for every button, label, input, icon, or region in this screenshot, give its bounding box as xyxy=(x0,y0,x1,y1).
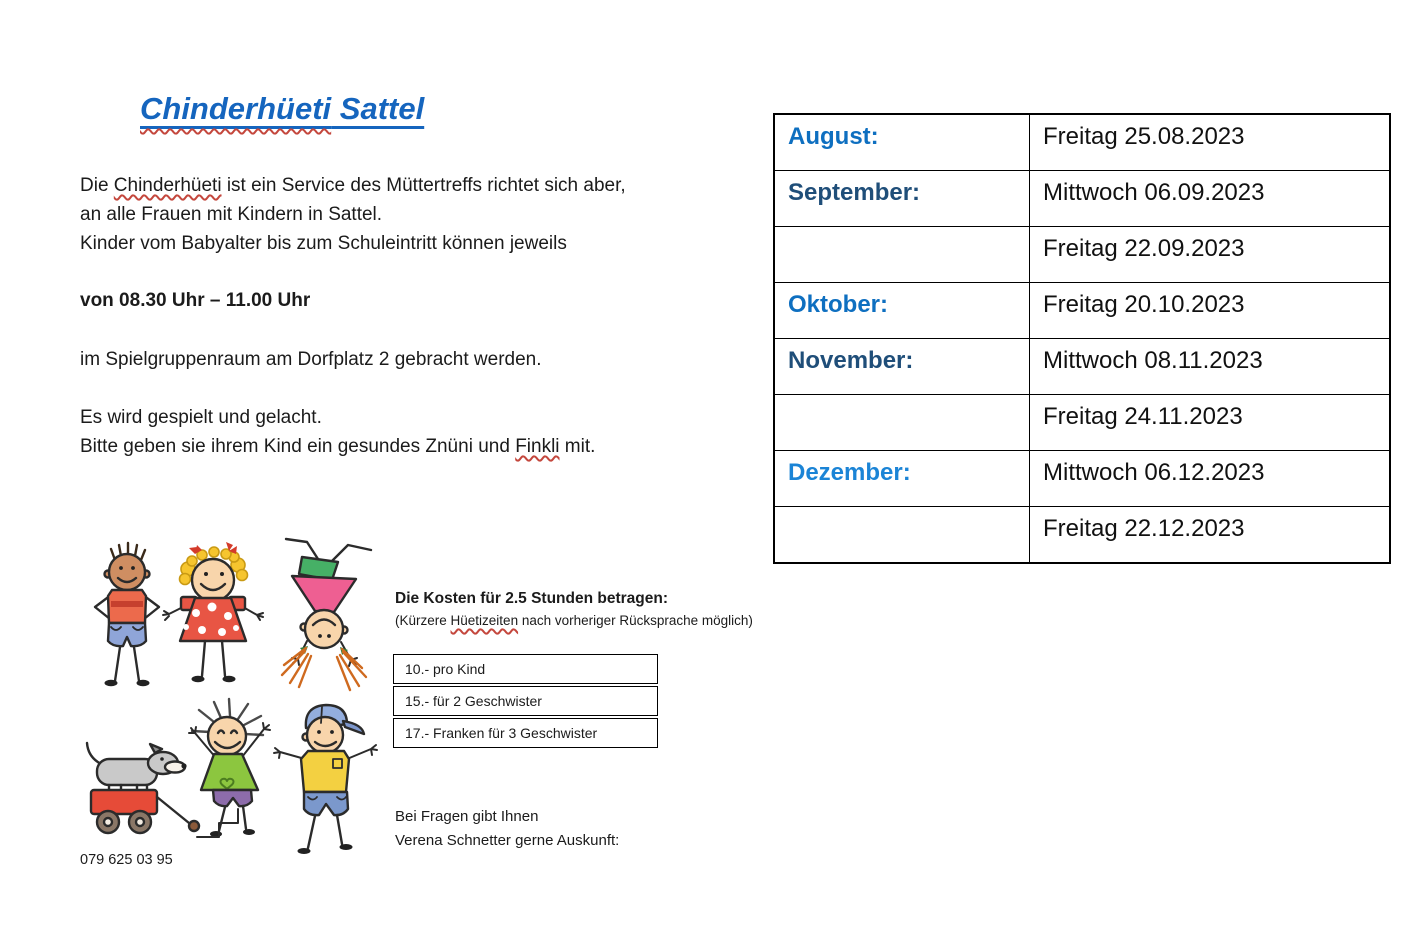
hours-line: von 08.30 Uhr – 11.00 Uhr xyxy=(80,290,311,311)
price-row-1: 10.- pro Kind xyxy=(393,654,658,684)
schedule-month: Oktober: xyxy=(774,283,1030,339)
contact-line2: Verena Schnetter gerne Auskunft: xyxy=(395,832,620,849)
fun-line2-post: mit. xyxy=(559,436,596,457)
schedule-month: November: xyxy=(774,339,1030,395)
schedule-month: September: xyxy=(774,171,1030,227)
costs-note xyxy=(395,613,753,628)
costs-heading: Die Kosten für 2.5 Stunden betragen: xyxy=(395,590,669,607)
schedule-month: August: xyxy=(774,114,1030,171)
intro-line2: an alle Frauen mit Kindern in Sattel. xyxy=(80,204,383,225)
intro-line1-post: ist ein Service des Müttertreffs richtet sich aber, xyxy=(221,175,626,196)
page-title xyxy=(140,91,424,127)
schedule-month xyxy=(774,395,1030,451)
schedule-date: Mittwoch 08.11.2023 xyxy=(1030,339,1391,395)
price-row-2: 15.- für 2 Geschwister xyxy=(393,686,658,716)
table-row xyxy=(774,451,1390,507)
table-row xyxy=(774,227,1390,283)
schedule-date: Mittwoch 06.12.2023 xyxy=(1030,451,1391,507)
schedule-date: Freitag 25.08.2023 xyxy=(1030,114,1391,171)
phone-number: 079 625 03 95 xyxy=(80,852,173,868)
price-row-3: 17.- Franken für 3 Geschwister xyxy=(393,718,658,748)
schedule-date: Freitag 22.09.2023 xyxy=(1030,227,1391,283)
fun-paragraph xyxy=(80,403,720,461)
illustration-girl-polka-dress xyxy=(163,542,263,682)
table-row xyxy=(774,507,1390,564)
illustration-boy-cap xyxy=(274,705,377,854)
page-title-underline xyxy=(140,91,424,126)
contact-line1: Bei Fragen gibt Ihnen xyxy=(395,808,539,825)
table-row xyxy=(774,395,1390,451)
room-line: im Spielgruppenraum am Dorfplatz 2 gebracht werden. xyxy=(80,349,542,370)
fun-line2-pre: Bitte geben sie ihrem Kind ein gesundes Znüni und xyxy=(80,436,516,457)
page-title-word1: Chinderhüeti xyxy=(140,90,332,126)
intro-line3: Kinder vom Babyalter bis zum Schuleintritt können jeweils xyxy=(80,233,567,254)
schedule-date: Mittwoch 06.09.2023 xyxy=(1030,171,1391,227)
fun-line2-misspelled: Finkli xyxy=(515,436,560,457)
schedule-date: Freitag 20.10.2023 xyxy=(1030,283,1391,339)
contact-block xyxy=(395,805,619,853)
table-row xyxy=(774,171,1390,227)
costs-note-misspelled: Hüetizeiten xyxy=(450,613,519,628)
schedule-date: Freitag 24.11.2023 xyxy=(1030,395,1391,451)
table-row xyxy=(774,339,1390,395)
schedule-date: Freitag 22.12.2023 xyxy=(1030,507,1391,564)
schedule-table xyxy=(773,113,1391,564)
costs-note-post: nach vorheriger Rücksprache möglich) xyxy=(518,613,753,628)
page-title-word2: Sattel xyxy=(331,90,425,126)
illustration-dog-on-wagon xyxy=(87,743,199,833)
schedule-month xyxy=(774,507,1030,564)
children-illustration xyxy=(75,535,385,855)
table-row xyxy=(774,114,1390,171)
illustration-girl-green-dress xyxy=(189,699,270,837)
table-row xyxy=(774,283,1390,339)
costs-note-pre: (Kürzere xyxy=(395,613,451,628)
price-table xyxy=(393,654,658,750)
fun-line1: Es wird gespielt und gelacht. xyxy=(80,407,322,428)
intro-line1-misspelled: Chinderhüeti xyxy=(113,175,222,196)
intro-line1-pre: Die xyxy=(80,175,114,196)
schedule-month: Dezember: xyxy=(774,451,1030,507)
illustration-boy-hands-on-hips xyxy=(95,543,159,686)
illustration-girl-handstand xyxy=(282,539,371,690)
schedule-month xyxy=(774,227,1030,283)
intro-paragraph xyxy=(80,171,720,258)
